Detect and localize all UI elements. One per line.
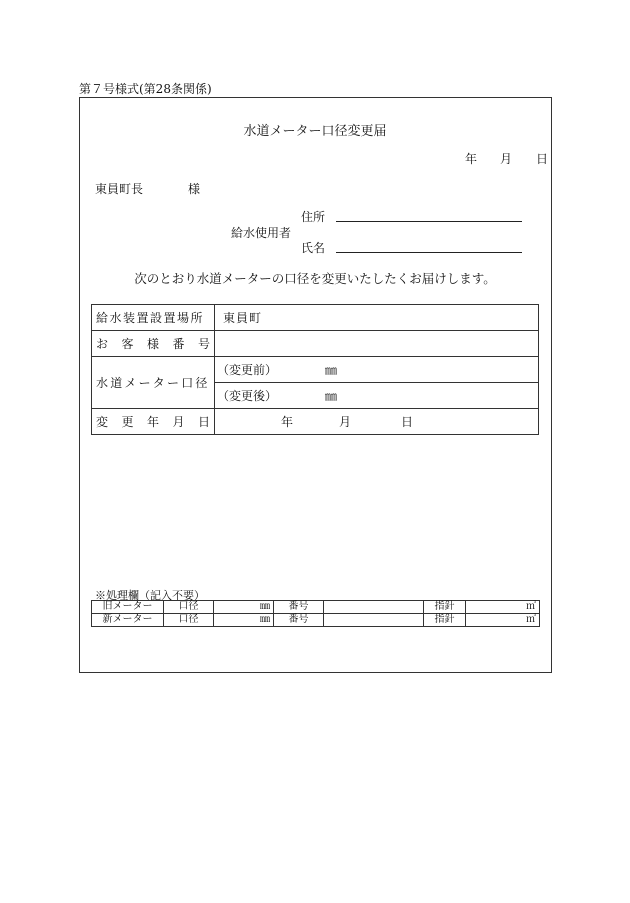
change-year: 年 <box>281 415 294 429</box>
old-diameter-field[interactable] <box>214 601 274 614</box>
new-reading-field[interactable] <box>466 614 540 627</box>
label-char: 番 <box>172 337 185 351</box>
new-meter-label: 新メーター <box>92 614 164 627</box>
meter-diameter-label-cell <box>92 357 215 409</box>
label-char: 月 <box>172 415 185 429</box>
change-table <box>91 304 539 435</box>
date-day-label: 日 <box>536 152 549 166</box>
before-unit: ㎜ <box>325 363 338 377</box>
table-row <box>92 331 539 357</box>
honorific: 様 <box>188 182 201 196</box>
label-char: 更 <box>121 415 134 429</box>
table-row <box>92 305 539 331</box>
date-year-label: 年 <box>465 152 478 166</box>
form-number: 第７号様式(第28条関係) <box>79 82 212 96</box>
change-date-field[interactable] <box>215 409 539 435</box>
location-label-text: 給水装置設置場所 <box>96 311 205 325</box>
location-label <box>96 309 210 326</box>
applicant-role: 給水使用者 <box>231 226 292 240</box>
recipient: 東員町長 <box>95 182 144 196</box>
old-diameter-label: 口径 <box>164 601 214 614</box>
old-number-field[interactable] <box>324 601 424 614</box>
notice-text: 次のとおり水道メーターの口径を変更いたしたくお届けします。 <box>134 271 496 286</box>
location-label-cell <box>92 305 215 331</box>
after-unit: ㎜ <box>325 389 338 403</box>
label-char: 様 <box>146 337 159 351</box>
table-row <box>92 601 540 614</box>
location-value-cell[interactable] <box>215 305 539 331</box>
address-field[interactable] <box>336 221 522 222</box>
change-date-label-cell <box>92 409 215 435</box>
processing-label: ※処理欄（記入不要） <box>95 589 205 602</box>
date-month-label: 月 <box>500 152 513 166</box>
customer-number-label-cell <box>92 331 215 357</box>
m3-unit: ㎥ <box>526 614 536 625</box>
label-char: 変 <box>96 415 109 429</box>
before-diameter-cell[interactable] <box>215 357 539 383</box>
old-meter-label: 旧メーター <box>92 601 164 614</box>
new-diameter-field[interactable] <box>214 614 274 627</box>
before-diameter-row <box>217 357 538 382</box>
label-char: 年 <box>146 415 159 429</box>
table-row <box>92 409 539 435</box>
customer-number-label <box>96 335 210 352</box>
change-month: 月 <box>339 415 352 429</box>
m3-unit: ㎥ <box>526 601 536 612</box>
new-reading-label: 指針 <box>424 614 466 627</box>
customer-number-field[interactable] <box>215 331 539 357</box>
old-reading-field[interactable] <box>466 601 540 614</box>
old-number-label: 番号 <box>274 601 324 614</box>
label-char: お <box>96 337 109 351</box>
after-label: （変更後） <box>217 389 278 403</box>
new-diameter-label: 口径 <box>164 614 214 627</box>
change-date-label <box>96 413 210 430</box>
old-reading-label: 指針 <box>424 601 466 614</box>
form-title: 水道メーター口径変更届 <box>243 124 387 139</box>
new-number-field[interactable] <box>324 614 424 627</box>
label-char: 号 <box>197 337 210 351</box>
label-char: 日 <box>197 415 210 429</box>
after-diameter-cell[interactable] <box>215 383 539 409</box>
label-char: 客 <box>121 337 134 351</box>
table-row <box>92 357 539 383</box>
meter-diameter-label: 水道メーター口径 <box>96 376 210 390</box>
location-value: 東員町 <box>223 311 263 325</box>
address-label: 住所 <box>301 210 326 224</box>
name-label: 氏名 <box>301 241 326 255</box>
before-label: （変更前） <box>217 363 278 377</box>
name-field[interactable] <box>336 252 522 253</box>
new-number-label: 番号 <box>274 614 324 627</box>
mm-unit: ㎜ <box>260 614 270 625</box>
change-date-row <box>223 409 538 434</box>
after-diameter-row <box>217 383 538 408</box>
mm-unit: ㎜ <box>260 601 270 612</box>
change-day: 日 <box>401 415 414 429</box>
table-row <box>92 614 540 627</box>
processing-table <box>91 600 540 627</box>
